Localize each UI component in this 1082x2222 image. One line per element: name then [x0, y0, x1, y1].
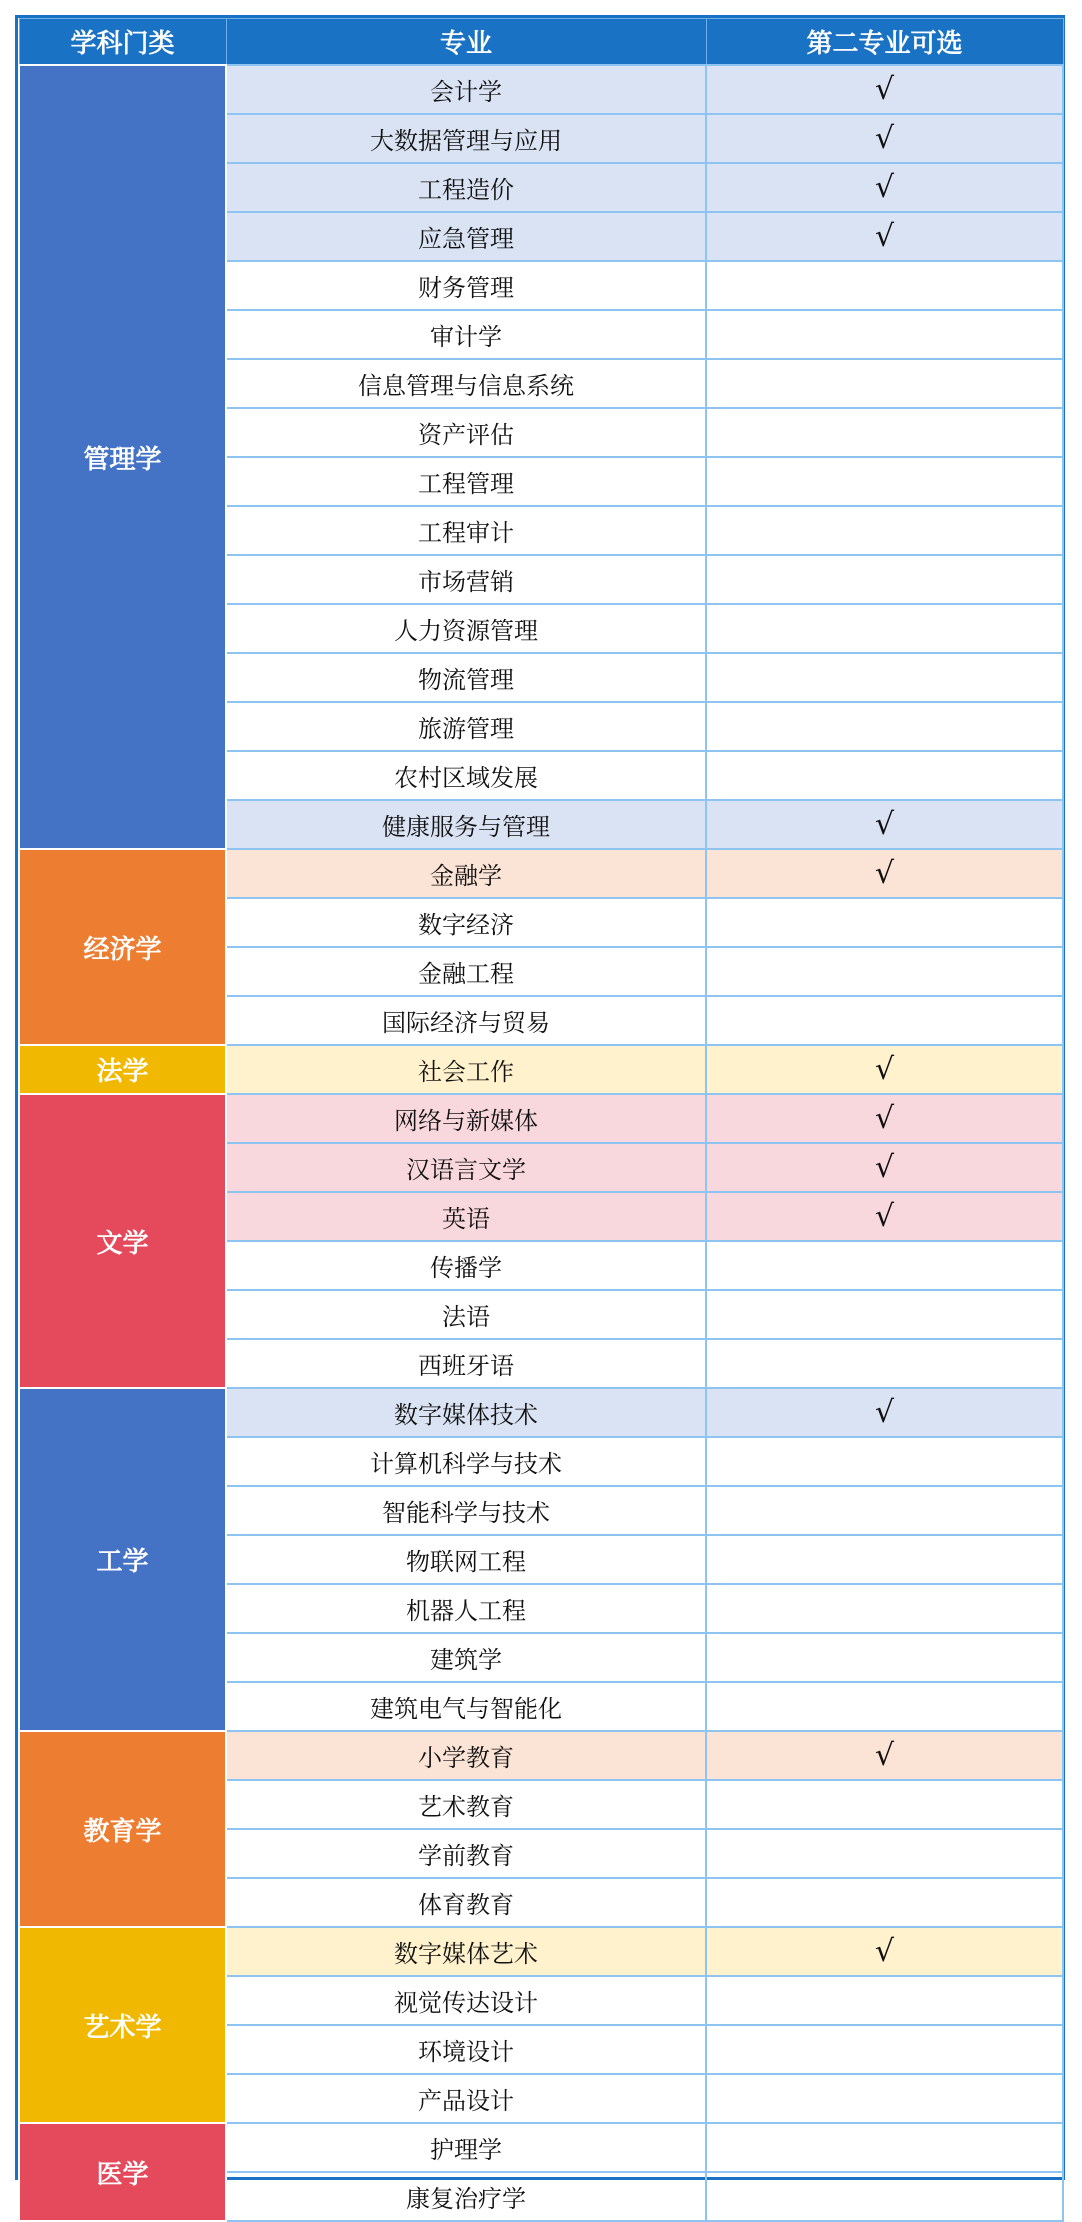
second-major-empty-cell: [706, 702, 1063, 751]
major-name-cell: 金融工程: [226, 947, 706, 996]
table-row: [19, 2123, 1063, 2172]
major-name-cell: 审计学: [226, 310, 706, 359]
major-name-cell: 产品设计: [226, 2074, 706, 2123]
second-major-empty-cell: [706, 1339, 1063, 1388]
category-cell: 经济学: [19, 849, 226, 1045]
major-name-cell: 社会工作: [226, 1045, 706, 1094]
second-major-empty-cell: [706, 2025, 1063, 2074]
major-name-cell: 建筑电气与智能化: [226, 1682, 706, 1731]
major-name-cell: 西班牙语: [226, 1339, 706, 1388]
second-major-empty-cell: [706, 1829, 1063, 1878]
table-row: [19, 65, 1063, 114]
second-major-empty-cell: [706, 604, 1063, 653]
category-cell: 文学: [19, 1094, 226, 1388]
major-name-cell: 数字媒体艺术: [226, 1927, 706, 1976]
second-major-check: √: [706, 1927, 1063, 1976]
second-major-check: √: [706, 1094, 1063, 1143]
second-major-empty-cell: [706, 408, 1063, 457]
major-name-cell: 人力资源管理: [226, 604, 706, 653]
major-name-cell: 艺术教育: [226, 1780, 706, 1829]
major-name-cell: 应急管理: [226, 212, 706, 261]
major-name-cell: 大数据管理与应用: [226, 114, 706, 163]
second-major-empty-cell: [706, 555, 1063, 604]
second-major-empty-cell: [706, 653, 1063, 702]
second-major-empty-cell: [706, 898, 1063, 947]
second-major-empty-cell: [706, 1486, 1063, 1535]
table-header-row: [19, 19, 1063, 66]
second-major-check: √: [706, 163, 1063, 212]
major-name-cell: 农村区域发展: [226, 751, 706, 800]
second-major-empty-cell: [706, 996, 1063, 1045]
major-name-cell: 机器人工程: [226, 1584, 706, 1633]
table-body: [19, 65, 1063, 2221]
second-major-empty-cell: [706, 1976, 1063, 2025]
major-name-cell: 英语: [226, 1192, 706, 1241]
table-row: [19, 1045, 1063, 1094]
major-name-cell: 工程审计: [226, 506, 706, 555]
major-name-cell: 视觉传达设计: [226, 1976, 706, 2025]
major-name-cell: 体育教育: [226, 1878, 706, 1927]
second-major-check: √: [706, 1388, 1063, 1437]
major-name-cell: 康复治疗学: [226, 2172, 706, 2221]
second-major-check: √: [706, 65, 1063, 114]
second-major-empty-cell: [706, 2123, 1063, 2172]
major-name-cell: 物流管理: [226, 653, 706, 702]
major-name-cell: 传播学: [226, 1241, 706, 1290]
second-major-check: √: [706, 800, 1063, 849]
second-major-empty-cell: [706, 1780, 1063, 1829]
major-name-cell: 计算机科学与技术: [226, 1437, 706, 1486]
major-name-cell: 金融学: [226, 849, 706, 898]
major-name-cell: 工程造价: [226, 163, 706, 212]
major-name-cell: 数字经济: [226, 898, 706, 947]
major-name-cell: 学前教育: [226, 1829, 706, 1878]
majors-table-container: [15, 15, 1065, 2213]
second-major-empty-cell: [706, 947, 1063, 996]
table-row: [19, 1927, 1063, 1976]
second-major-empty-cell: [706, 1633, 1063, 1682]
category-cell: 教育学: [19, 1731, 226, 1927]
major-name-cell: 环境设计: [226, 2025, 706, 2074]
table-row: [19, 849, 1063, 898]
major-name-cell: 智能科学与技术: [226, 1486, 706, 1535]
major-name-cell: 旅游管理: [226, 702, 706, 751]
major-name-cell: 资产评估: [226, 408, 706, 457]
second-major-empty-cell: [706, 359, 1063, 408]
major-name-cell: 建筑学: [226, 1633, 706, 1682]
second-major-empty-cell: [706, 2172, 1063, 2221]
second-major-empty-cell: [706, 1878, 1063, 1927]
second-major-empty-cell: [706, 1682, 1063, 1731]
category-cell: 管理学: [19, 65, 226, 849]
major-name-cell: 国际经济与贸易: [226, 996, 706, 1045]
second-major-check: √: [706, 1731, 1063, 1780]
table-row: [19, 1094, 1063, 1143]
second-major-check: √: [706, 212, 1063, 261]
major-name-cell: 信息管理与信息系统: [226, 359, 706, 408]
second-major-empty-cell: [706, 751, 1063, 800]
category-cell: 医学: [19, 2123, 226, 2221]
second-major-empty-cell: [706, 1535, 1063, 1584]
table-row: [19, 1388, 1063, 1437]
category-cell: 艺术学: [19, 1927, 226, 2123]
second-major-empty-cell: [706, 1584, 1063, 1633]
second-major-check: √: [706, 1192, 1063, 1241]
second-major-empty-cell: [706, 1241, 1063, 1290]
second-major-empty-cell: [706, 457, 1063, 506]
second-major-empty-cell: [706, 1437, 1063, 1486]
major-name-cell: 数字媒体技术: [226, 1388, 706, 1437]
second-major-empty-cell: [706, 261, 1063, 310]
table-row: [19, 1731, 1063, 1780]
major-name-cell: 网络与新媒体: [226, 1094, 706, 1143]
major-name-cell: 市场营销: [226, 555, 706, 604]
second-major-empty-cell: [706, 1290, 1063, 1339]
major-name-cell: 小学教育: [226, 1731, 706, 1780]
header-category: 学科门类: [19, 19, 226, 66]
major-name-cell: 健康服务与管理: [226, 800, 706, 849]
second-major-check: √: [706, 849, 1063, 898]
major-name-cell: 法语: [226, 1290, 706, 1339]
header-second-major: 第二专业可选: [706, 19, 1063, 66]
category-cell: 法学: [19, 1045, 226, 1094]
major-name-cell: 汉语言文学: [226, 1143, 706, 1192]
major-name-cell: 护理学: [226, 2123, 706, 2172]
second-major-empty-cell: [706, 2074, 1063, 2123]
major-name-cell: 财务管理: [226, 261, 706, 310]
category-cell: 工学: [19, 1388, 226, 1731]
second-major-empty-cell: [706, 506, 1063, 555]
majors-table: [18, 18, 1064, 2222]
major-name-cell: 工程管理: [226, 457, 706, 506]
second-major-empty-cell: [706, 310, 1063, 359]
header-major: 专业: [226, 19, 706, 66]
major-name-cell: 会计学: [226, 65, 706, 114]
second-major-check: √: [706, 114, 1063, 163]
major-name-cell: 物联网工程: [226, 1535, 706, 1584]
second-major-check: √: [706, 1143, 1063, 1192]
second-major-check: √: [706, 1045, 1063, 1094]
